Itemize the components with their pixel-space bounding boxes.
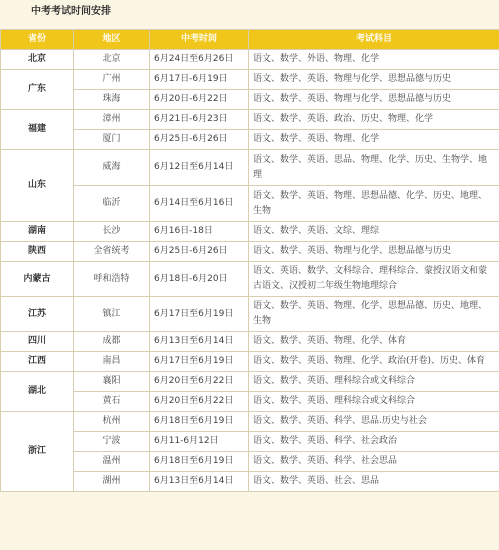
province-cell: 江苏: [1, 297, 74, 332]
date-cell: 6月25日-6月26日: [150, 130, 249, 150]
table-row: [1, 242, 499, 262]
subjects-cell: 语文、数学、英语、物理与化学、思想品德与历史: [249, 242, 499, 262]
date-cell: 6月13日至6月14日: [150, 472, 249, 492]
subjects-cell: 语文、数学、英语、文综、理综: [249, 222, 499, 242]
province-cell: 北京: [1, 50, 74, 70]
date-cell: 6月18日至6月19日: [150, 412, 249, 432]
table-row: [1, 222, 499, 242]
subjects-cell: 语文、数学、英语、思品、物理、化学、历史、生物学、地理: [249, 150, 499, 186]
table-row: [1, 186, 499, 222]
city-cell: 宁波: [74, 432, 150, 452]
province-cell: 浙江: [1, 412, 74, 492]
city-cell: 温州: [74, 452, 150, 472]
city-cell: 珠海: [74, 90, 150, 110]
date-cell: 6月18日-6月20日: [150, 262, 249, 297]
city-cell: 长沙: [74, 222, 150, 242]
subjects-cell: 语文、数学、英语、物理与化学、思想品德与历史: [249, 70, 499, 90]
city-cell: 黄石: [74, 392, 150, 412]
province-cell: 陕西: [1, 242, 74, 262]
province-cell: 四川: [1, 332, 74, 352]
table-row: [1, 70, 499, 90]
city-cell: 漳州: [74, 110, 150, 130]
subjects-cell: 语文、数学、英语、科学、思品.历史与社会: [249, 412, 499, 432]
subjects-cell: 语文、数学、英语、物理、化学、体育: [249, 332, 499, 352]
table-row: [1, 392, 499, 412]
date-cell: 6月20日至6月22日: [150, 372, 249, 392]
table-row: [1, 412, 499, 432]
table-row: [1, 150, 499, 186]
province-cell: 湖南: [1, 222, 74, 242]
date-cell: 6月11-6月12日: [150, 432, 249, 452]
city-cell: 呼和浩特: [74, 262, 150, 297]
city-cell: 广州: [74, 70, 150, 90]
date-cell: 6月13日至6月14日: [150, 332, 249, 352]
date-cell: 6月16日-18日: [150, 222, 249, 242]
table-row: [1, 352, 499, 372]
header-subjects: 考试科目: [249, 30, 499, 50]
subjects-cell: 语文、数学、英语、社会、思品: [249, 472, 499, 492]
subjects-cell: 语文、数学、英语、理科综合或文科综合: [249, 372, 499, 392]
date-cell: 6月18日至6月19日: [150, 452, 249, 472]
table-row: [1, 452, 499, 472]
subjects-cell: 语文、数学、外语、物理、化学: [249, 50, 499, 70]
table-row: [1, 262, 499, 297]
date-cell: 6月24日至6月26日: [150, 50, 249, 70]
city-cell: 成都: [74, 332, 150, 352]
table-row: [1, 90, 499, 110]
province-cell: 内蒙古: [1, 262, 74, 297]
date-cell: 6月12日至6月14日: [150, 150, 249, 186]
province-cell: 福建: [1, 110, 74, 150]
subjects-cell: 语文、数学、英语、科学、社会思品: [249, 452, 499, 472]
table-row: [1, 110, 499, 130]
table-row: [1, 297, 499, 332]
city-cell: 全省统考: [74, 242, 150, 262]
table-row: [1, 472, 499, 492]
subjects-cell: 语文、数学、英语、物理、化学、政治(开卷)、历史、体育: [249, 352, 499, 372]
subjects-cell: 语文、数学、英语、物理、化学、思想品德、历史、地理、生物: [249, 297, 499, 332]
city-cell: 北京: [74, 50, 150, 70]
subjects-cell: 语文、数学、英语、理科综合或文科综合: [249, 392, 499, 412]
subjects-cell: 语文、数学、英语、物理、思想品德、化学、历史、地理、生物: [249, 186, 499, 222]
city-cell: 南昌: [74, 352, 150, 372]
subjects-cell: 语文、英语、数学、文科综合、理科综合、蒙授汉语文和蒙古语文、汉授初二年级生物地理综合: [249, 262, 499, 297]
subjects-cell: 语文、数学、英语、科学、社会政治: [249, 432, 499, 452]
page-title: 中考考试时间安排: [31, 6, 111, 17]
header-province: 省份: [1, 30, 74, 50]
date-cell: 6月17日至6月19日: [150, 352, 249, 372]
subjects-cell: 语文、数学、英语、物理、化学: [249, 130, 499, 150]
date-cell: 6月20日-6月22日: [150, 90, 249, 110]
city-cell: 威海: [74, 150, 150, 186]
province-cell: 山东: [1, 150, 74, 222]
table-header-row: [1, 30, 499, 50]
header-city: 地区: [74, 30, 150, 50]
date-cell: 6月17日至6月19日: [150, 297, 249, 332]
table-row: [1, 432, 499, 452]
table-row: [1, 130, 499, 150]
exam-schedule-table: [0, 29, 499, 492]
city-cell: 临沂: [74, 186, 150, 222]
province-cell: 江西: [1, 352, 74, 372]
city-cell: 杭州: [74, 412, 150, 432]
city-cell: 湖州: [74, 472, 150, 492]
city-cell: 镇江: [74, 297, 150, 332]
table-row: [1, 372, 499, 392]
city-cell: 襄阳: [74, 372, 150, 392]
date-cell: 6月20日至6月22日: [150, 392, 249, 412]
subjects-cell: 语文、数学、英语、物理与化学、思想品德与历史: [249, 90, 499, 110]
table-row: [1, 50, 499, 70]
date-cell: 6月25日-6月26日: [150, 242, 249, 262]
province-cell: 湖北: [1, 372, 74, 412]
city-cell: 厦门: [74, 130, 150, 150]
date-cell: 6月17日-6月19日: [150, 70, 249, 90]
date-cell: 6月21日-6月23日: [150, 110, 249, 130]
subjects-cell: 语文、数学、英语、政治、历史、物理、化学: [249, 110, 499, 130]
province-cell: 广东: [1, 70, 74, 110]
date-cell: 6月14日至6月16日: [150, 186, 249, 222]
header-date: 中考时间: [150, 30, 249, 50]
table-row: [1, 332, 499, 352]
